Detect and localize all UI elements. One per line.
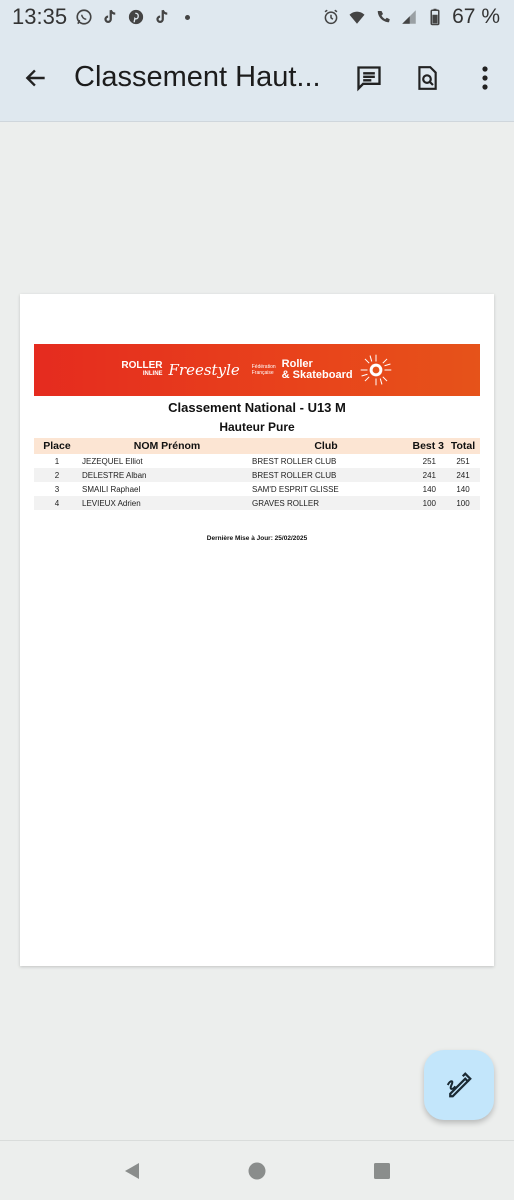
cell-club: BREST ROLLER CLUB [252, 468, 400, 482]
circle-home-icon [247, 1161, 267, 1181]
battery-icon [426, 8, 444, 26]
inline-text: INLINE [142, 371, 163, 377]
ffrs-logo-words [282, 359, 353, 381]
square-recents-icon [372, 1161, 392, 1181]
edit-fab-button[interactable] [424, 1050, 494, 1120]
table-row [34, 482, 480, 496]
nav-back-button[interactable] [117, 1156, 147, 1186]
cell-name: DELESTRE Alban [80, 468, 252, 482]
nav-recents-button[interactable] [367, 1156, 397, 1186]
tiktok-icon [101, 8, 119, 26]
table-row [34, 468, 480, 482]
battery-percentage: 67 % [452, 5, 500, 28]
ranking-table [34, 438, 480, 510]
header-name: NOM Prénom [80, 438, 252, 454]
cell-name: JEZEQUEL Elliot [82, 456, 143, 466]
notification-dot-icon [185, 15, 190, 20]
cell-best3: 100 [400, 496, 446, 510]
cell-best3: 241 [400, 468, 446, 482]
cell-total: 251 [456, 456, 470, 466]
pdf-page [20, 294, 494, 966]
cell-place: 4 [34, 496, 80, 510]
ffrs-skateboard-text: & Skateboard [281, 369, 353, 381]
cell-place: 1 [54, 456, 60, 466]
ffrs-roller-text: Roller [281, 358, 313, 370]
cell-club: GRAVES ROLLER [252, 496, 400, 510]
cell-name: LEVIEUX Adrien [80, 496, 252, 510]
back-button[interactable] [18, 60, 54, 96]
cell-club: SAM'D ESPRIT GLISSE [252, 484, 339, 494]
table-header-row [34, 438, 480, 454]
more-options-button[interactable] [470, 63, 500, 93]
cell-best3: 251 [422, 456, 436, 466]
ffrs-logo [252, 364, 276, 376]
wifi-icon [348, 8, 366, 26]
cell-best3: 140 [422, 484, 436, 494]
find-in-page-icon [414, 64, 440, 92]
find-in-page-button[interactable] [412, 63, 442, 93]
draw-pen-icon [444, 1070, 474, 1100]
signal-icon [400, 8, 418, 26]
cell-club: BREST ROLLER CLUB [252, 456, 337, 466]
status-right [322, 5, 500, 29]
alarm-icon [322, 8, 340, 26]
system-nav-bar [0, 1140, 514, 1200]
cell-place: 3 [54, 484, 60, 494]
roller-text: ROLLER [121, 360, 163, 371]
last-update-note: Dernière Mise à Jour: 25/02/2025 [206, 535, 308, 542]
wifi-calling-icon [374, 8, 392, 26]
status-bar [0, 0, 514, 34]
cell-name: SMAILI Raphael [82, 484, 141, 494]
header-total: Total [446, 438, 480, 454]
status-left [12, 4, 190, 30]
app-bar [0, 34, 514, 122]
pinterest-icon [127, 8, 145, 26]
cell-total: 100 [446, 496, 480, 510]
whatsapp-icon [75, 8, 93, 26]
table-row [34, 496, 480, 510]
arrow-back-icon [23, 65, 49, 91]
federation-banner [34, 344, 480, 396]
ranking-title: Classement National - U13 M [168, 400, 346, 415]
fed-line2: Française [251, 370, 274, 376]
nav-home-button[interactable] [242, 1156, 272, 1186]
comment-button[interactable] [354, 63, 384, 93]
more-vert-icon [480, 65, 490, 91]
freestyle-logo-text: Freestyle [168, 361, 240, 379]
tiktok-icon [153, 8, 171, 26]
cell-total: 140 [456, 484, 470, 494]
app-actions [354, 63, 500, 93]
sun-logo-icon [359, 353, 393, 387]
status-time: 13:35 [12, 4, 68, 29]
cell-place: 2 [34, 468, 80, 482]
triangle-back-icon [122, 1161, 142, 1181]
comment-icon [355, 64, 383, 92]
document-title: Classement Haut... [74, 61, 321, 93]
header-best3: Best 3 [400, 438, 446, 454]
header-club: Club [252, 438, 400, 454]
roller-inline-logo [121, 361, 162, 379]
fed-line1: Fédération [251, 364, 276, 370]
ranking-subtitle: Hauteur Pure [219, 420, 295, 434]
cell-total: 241 [446, 468, 480, 482]
table-row [34, 454, 480, 468]
header-place: Place [34, 438, 80, 454]
